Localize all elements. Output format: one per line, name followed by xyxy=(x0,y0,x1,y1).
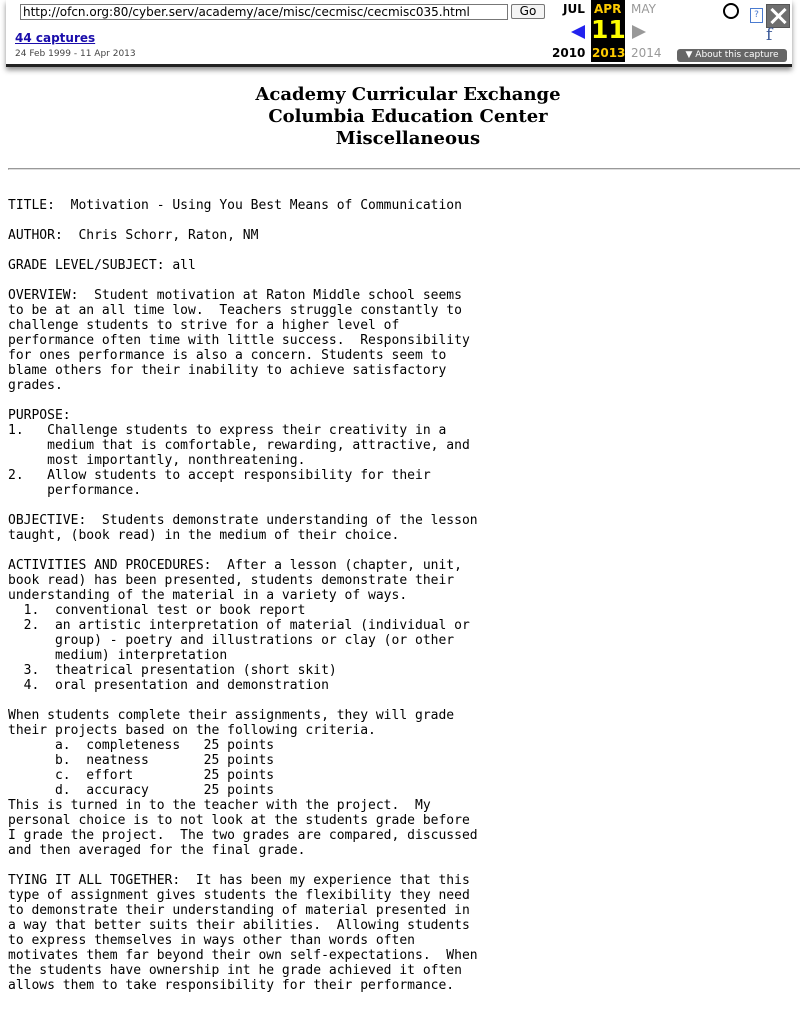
capture-date-range: 24 Feb 1999 - 11 Apr 2013 xyxy=(15,49,136,59)
next-capture-arrow-icon xyxy=(632,25,646,39)
current-day: 11 xyxy=(591,15,626,44)
help-icon[interactable]: ? xyxy=(750,8,763,23)
horizontal-divider xyxy=(8,168,800,170)
prev-capture-arrow-icon[interactable] xyxy=(571,25,585,39)
about-capture-button[interactable]: ▼ About this capture xyxy=(677,49,787,62)
loading-indicator-icon xyxy=(723,3,739,19)
header-title: Academy Curricular Exchange xyxy=(255,84,561,105)
next-year-label: 2014 xyxy=(631,46,662,60)
document-header xyxy=(8,84,800,150)
prev-month-link[interactable]: JUL xyxy=(563,2,585,16)
facebook-share-icon[interactable]: f xyxy=(766,25,773,45)
lesson-plan-text: TITLE: Motivation - Using You Best Means of Communication AUTHOR: Chris Schorr, Raton, NM GRADE LEVEL/SUBJECT: all OVERVIEW: Student motivation at Raton Middle school seems to be at an all time low. Teachers struggle constantly to challenge students to strive for a higher level of performance often time with little success. Responsibility for ones performance is also a concern. Students seem to blame others for their inability to achieve satisfactory grades. PURPOSE: 1. Challenge students to express their creativity in a medium that is comfortable, rewarding, attractive, and most importantly, nonthreatening. 2. Allow students to accept responsibility for their performance. OBJECTIVE: Students demonstrate understanding of the lesson taught, (book read) in the medium of their choice. ACTIVITIES AND PROCEDURES: After a lesson (chapter, unit, book read) has been presented, students demonstrate their understanding of the material in a variety of ways. 1. conventional test or book report 2. an artistic interpretation of material (individual or group) - poetry and illustrations or clay (or other medium) interpretation 3. theatrical presentation (short skit) 4. oral presentation and demonstration When students complete their assignments, they will grade their projects based on the following criteria. a. completeness 25 points b. neatness 25 points c. effort 25 points d. accuracy 25 points This is turned in to the teacher with the project. My personal choice is to not look at the students grade before I grade the project. The two grades are compared, discussed and then averaged for the final grade. TYING IT ALL TOGETHER: It has been my experience that this type of assignment gives students the flexibility they need to demonstrate their understanding of material presented in a way that better suits their abilities. Allowing students to express themselves in ways other than words often motivates them far beyond their own self-expectations. When the students have ownership int he grade achieved it often allows them to take responsibility for their performance. xyxy=(8,198,478,993)
url-input[interactable] xyxy=(20,4,508,20)
wayback-toolbar xyxy=(6,0,792,67)
current-month: APR xyxy=(594,2,622,16)
prev-year-link[interactable]: 2010 xyxy=(552,46,586,60)
captures-link[interactable]: 44 captures xyxy=(15,31,96,45)
header-category: Miscellaneous xyxy=(335,128,481,149)
header-subtitle: Columbia Education Center xyxy=(268,106,548,127)
next-month-label: MAY xyxy=(631,2,656,16)
current-year: 2013 xyxy=(592,46,626,60)
go-button[interactable]: Go xyxy=(511,4,545,19)
